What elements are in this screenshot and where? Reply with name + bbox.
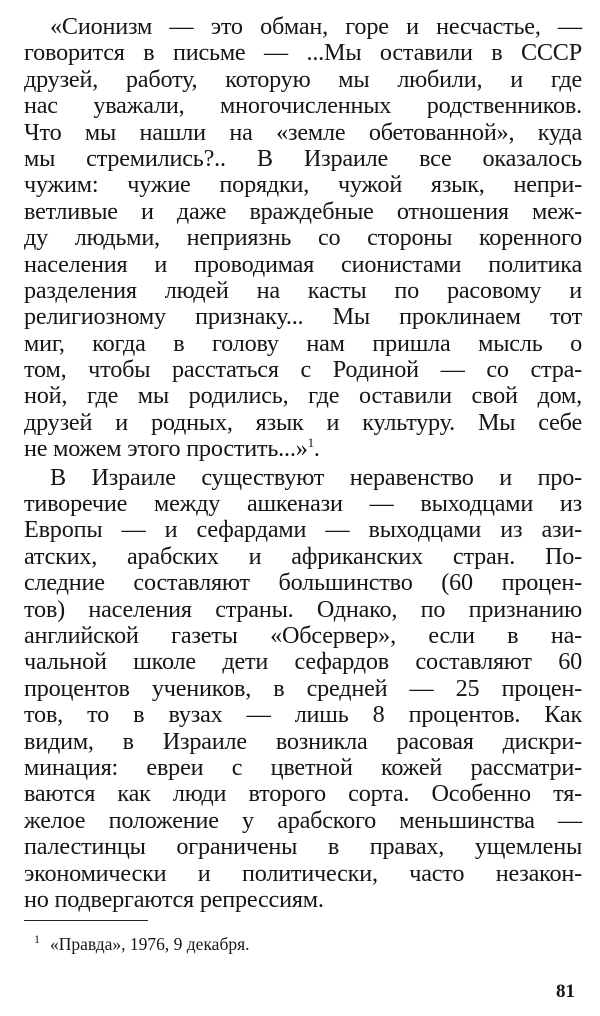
- text-line: английской газеты «Обсервер», если в на-: [24, 621, 582, 649]
- text-line: ветливые и даже враждебные отношения меж-: [24, 197, 582, 225]
- footnote-reference[interactable]: 1: [307, 435, 314, 451]
- page-number: 81: [556, 981, 575, 1002]
- text-line: ду людьми, неприязнь со стороны коренного: [24, 224, 582, 252]
- text-line: мы стремились?.. В Израиле все оказалось: [24, 144, 582, 172]
- paragraph-1: [24, 14, 582, 463]
- text-line: процентов учеников, в средней — 25 процен-: [24, 674, 582, 702]
- text-line: «Сионизм — это обман, горе и несчастье, —: [50, 13, 582, 40]
- footnote-mark: 1: [34, 932, 40, 946]
- text-line: тиворечие между ашкенази — выходцами из: [24, 490, 582, 518]
- text-line: палестинцы ограничены в правах, ущемлены: [24, 833, 582, 861]
- page-body: [24, 14, 582, 913]
- text-line: говорится в письме — ...Мы оставили в СССР: [24, 39, 582, 67]
- text-line: миг, когда в голову нам пришла мысль о: [24, 329, 582, 357]
- sentence-end-punctuation: .: [313, 435, 320, 463]
- text-line: разделения людей на касты по расовому и: [24, 276, 582, 304]
- text-line: религиозному признаку... Мы проклинаем тот: [24, 303, 582, 331]
- text-line: нас уважали, многочисленных родственников.: [24, 92, 582, 120]
- text-line: минация: евреи с цветной кожей рассматри-: [24, 753, 582, 781]
- text-line-last: но подвергаются репрессиям.: [24, 885, 324, 913]
- text-line: следние составляют большинство (60 процен-: [24, 569, 582, 597]
- text-line: друзей, работу, которую мы любили, и где: [24, 65, 582, 93]
- footnote-text: «Правда», 1976, 9 декабря.: [50, 934, 250, 954]
- text-line: чальной школе дети сефардов составляют 60: [24, 648, 582, 676]
- text-line: В Израиле существуют неравенство и про-: [50, 463, 582, 491]
- text-line-last: [24, 436, 582, 462]
- text-line: чужим: чужие порядки, чужой язык, непри-: [24, 171, 582, 199]
- quote-end-text: не можем этого простить...»: [24, 435, 308, 463]
- text-line: Европы — и сефардами — выходцами из ази-: [24, 516, 582, 544]
- text-line: экономически и политически, часто незакон-: [24, 859, 582, 887]
- text-line: Что мы нашли на «земле обетованной», куда: [24, 118, 582, 146]
- text-line: ной, где мы родились, где оставили свой дом,: [24, 382, 582, 410]
- footnote: [34, 933, 250, 955]
- text-line: желое положение у арабского меньшинства —: [24, 806, 582, 834]
- text-line: том, чтобы расстаться с Родиной — со стра-: [24, 356, 582, 384]
- text-line: населения и проводимая сионистами политика: [24, 250, 582, 278]
- text-line: ваются как люди второго сорта. Особенно тя-: [24, 780, 582, 808]
- footnote-divider: [24, 920, 148, 921]
- text-line: друзей и родных, язык и культуру. Мы себе: [24, 408, 582, 436]
- text-line: тов, то в вузах — лишь 8 процентов. Как: [24, 701, 582, 729]
- text-line: атских, арабских и африканских стран. По-: [24, 542, 582, 570]
- paragraph-2: [24, 465, 582, 914]
- text-line: видим, в Израиле возникла расовая дискри-: [24, 727, 582, 755]
- text-line: тов) населения страны. Однако, по признанию: [24, 595, 582, 623]
